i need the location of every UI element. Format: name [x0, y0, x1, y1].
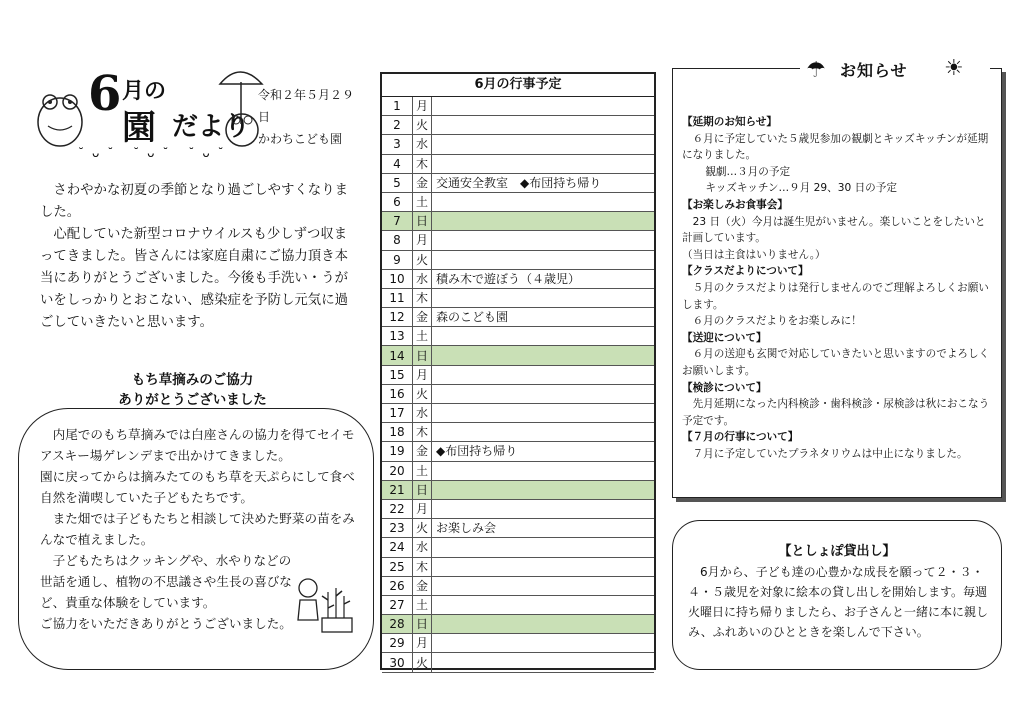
intro-text	[40, 180, 358, 334]
schedule-weekday: 金	[413, 173, 432, 192]
notice-text: ７月に予定していたプラネタリウムは中止になりました。	[692, 447, 968, 460]
schedule-event	[432, 615, 655, 634]
schedule-row	[382, 288, 654, 307]
schedule-event	[432, 192, 655, 211]
sun-icon: ☀	[944, 56, 964, 81]
schedule-event	[432, 576, 655, 595]
schedule-event	[432, 595, 655, 614]
issue-date: 令和２年５月２９日	[258, 88, 355, 124]
schedule-event: お楽しみ会	[432, 519, 655, 538]
schedule-row	[382, 212, 654, 231]
schedule-event	[432, 346, 655, 365]
schedule-weekday: 金	[413, 576, 432, 595]
title-month: 月の	[122, 78, 167, 104]
mochi-paragraph: 子どもたちはクッキングや、水やりなどの世話を通し、植物の不思議さや生長の喜びなど、貴重な体験をしています。	[40, 553, 292, 610]
newsletter-header	[20, 56, 365, 166]
schedule-day: 1	[382, 97, 413, 116]
schedule-row	[382, 423, 654, 442]
schedule-weekday: 水	[413, 404, 432, 423]
schedule-event	[432, 135, 655, 154]
schedule-event	[432, 538, 655, 557]
schedule-row	[382, 97, 654, 116]
decorative-drops: ˘ᴗ˘ ˘ᴗ˘ ˘ᴗ˘	[78, 146, 232, 160]
notice-text: （当日は主食はいりません。）	[682, 248, 826, 261]
notice-text: ５月のクラスだよりは発行しませんのでご理解よろしくお願いします。	[682, 281, 989, 311]
intro-paragraph: 心配していた新型コロナウイルスも少しずつ収まってきました。皆さんには家庭自粛にご協力頂き本当にありがとうございました。今後も手洗い・うがいをしっかりとおこない、感染症を予防し元気に過ごしていきたいと思います。	[40, 227, 348, 330]
schedule-event	[432, 499, 655, 518]
schedule-weekday: 木	[413, 288, 432, 307]
schedule-row	[382, 557, 654, 576]
schedule-weekday: 日	[413, 212, 432, 231]
schedule-row	[382, 653, 654, 672]
schedule-day: 26	[382, 576, 413, 595]
schedule-day: 27	[382, 595, 413, 614]
schedule-weekday: 火	[413, 250, 432, 269]
schedule-day: 17	[382, 404, 413, 423]
schedule-row	[382, 404, 654, 423]
schedule-weekday: 土	[413, 327, 432, 346]
schedule-event	[432, 404, 655, 423]
schedule-event: 交通安全教室 ◆布団持ち帰り	[432, 173, 655, 192]
schedule-event	[432, 327, 655, 346]
schedule-weekday: 水	[413, 269, 432, 288]
notice-section-heading: 【送迎について】	[682, 331, 767, 344]
book-lending-paragraph: 6月から、子ども達の心豊かな成長を願って２・３・４・５歳児を対象に絵本の貸し出しを開始します。毎週火曜日に持ち帰りましたら、お子さんと一緒に本に親しみ、ふれあいのひとときを楽しんで下さい。	[688, 565, 989, 639]
schedule-event	[432, 231, 655, 250]
frog-icon	[30, 74, 90, 154]
schedule-event	[432, 653, 655, 672]
schedule-day: 6	[382, 192, 413, 211]
notice-text: ６月の送迎も玄関で対応していきたいと思いますのでよろしくお願いします。	[682, 348, 990, 377]
schedule-event: 積み木で遊ぼう（４歳児）	[432, 269, 655, 288]
schedule-row	[382, 499, 654, 518]
schedule-event	[432, 212, 655, 231]
schedule-event	[432, 480, 655, 499]
schedule-weekday: 木	[413, 557, 432, 576]
schedule-day: 22	[382, 499, 413, 518]
title-en: 園	[122, 108, 156, 148]
schedule-weekday: 月	[413, 499, 432, 518]
schedule-weekday: 木	[413, 423, 432, 442]
schedule-day: 14	[382, 346, 413, 365]
schedule-weekday: 月	[413, 365, 432, 384]
schedule-row	[382, 192, 654, 211]
schedule-row	[382, 173, 654, 192]
schedule-day: 19	[382, 442, 413, 461]
schedule-weekday: 土	[413, 595, 432, 614]
notice-heading	[800, 56, 990, 86]
schedule-day: 11	[382, 288, 413, 307]
school-name: かわちこども園	[258, 132, 343, 146]
schedule-row	[382, 135, 654, 154]
newsletter-title-art	[60, 64, 260, 160]
schedule-day: 29	[382, 634, 413, 653]
schedule-event	[432, 250, 655, 269]
schedule-event	[432, 557, 655, 576]
schedule-event	[432, 154, 655, 173]
schedule-row	[382, 269, 654, 288]
schedule-weekday: 月	[413, 634, 432, 653]
notice-text: 先月延期になった内科検診・歯科検診・尿検診は秋におこなう予定です。	[682, 398, 990, 427]
schedule-event	[432, 461, 655, 480]
mochi-title	[20, 370, 365, 410]
notice-section-heading: 【お楽しみお食事会】	[682, 198, 788, 211]
intro-paragraph: さわやかな初夏の季節となり過ごしやすくなりました。	[40, 183, 348, 220]
schedule-grid	[382, 97, 654, 673]
schedule-day: 15	[382, 365, 413, 384]
schedule-day: 5	[382, 173, 413, 192]
schedule-day: 10	[382, 269, 413, 288]
schedule-row	[382, 365, 654, 384]
schedule-weekday: 火	[413, 384, 432, 403]
schedule-day: 18	[382, 423, 413, 442]
notice-section-heading: 【延期のお知らせ】	[682, 116, 778, 128]
schedule-row	[382, 154, 654, 173]
schedule-day: 3	[382, 135, 413, 154]
schedule-day: 13	[382, 327, 413, 346]
schedule-row	[382, 116, 654, 135]
schedule-day: 8	[382, 231, 413, 250]
schedule-row	[382, 327, 654, 346]
schedule-day: 4	[382, 154, 413, 173]
notice-text: 観劇…３月の予定	[705, 165, 791, 178]
schedule-title: 6月の行事予定	[382, 74, 654, 97]
schedule-row	[382, 576, 654, 595]
schedule-day: 28	[382, 615, 413, 634]
schedule-day: 2	[382, 116, 413, 135]
notice-content	[682, 114, 994, 462]
schedule-event	[432, 423, 655, 442]
umbrella-icon: ☂	[806, 58, 826, 83]
schedule-weekday: 金	[413, 308, 432, 327]
schedule-row	[382, 384, 654, 403]
schedule-day: 9	[382, 250, 413, 269]
schedule-event: 森のこども園	[432, 308, 655, 327]
notice-section-heading: 【７月の行事について】	[682, 431, 799, 444]
schedule-weekday: 水	[413, 135, 432, 154]
schedule-row	[382, 346, 654, 365]
schedule-row	[382, 308, 654, 327]
schedule-day: 25	[382, 557, 413, 576]
notice-text: ６月のクラスだよりをお楽しみに！	[692, 315, 862, 328]
schedule-event	[432, 288, 655, 307]
schedule-weekday: 水	[413, 538, 432, 557]
schedule-row	[382, 480, 654, 499]
schedule-day: 24	[382, 538, 413, 557]
schedule-weekday: 土	[413, 461, 432, 480]
schedule-weekday: 月	[413, 97, 432, 116]
schedule-row	[382, 615, 654, 634]
child-planting-icon	[288, 570, 358, 640]
notice-text: キッズキッチン…９月 29、30 日の予定	[705, 182, 897, 195]
notice-section-heading: 【検診について】	[682, 381, 767, 394]
mochi-paragraph: ご協力をいただきありがとうございました。	[40, 616, 292, 631]
schedule-row	[382, 538, 654, 557]
schedule-day: 21	[382, 480, 413, 499]
schedule-event	[432, 384, 655, 403]
mochi-paragraph: 内尾でのもち草摘みでは白座さんの協力を得てセイモアスキー場ゲレンデまで出かけてきました。	[40, 427, 355, 463]
schedule-row	[382, 231, 654, 250]
schedule-day: 20	[382, 461, 413, 480]
schedule-row	[382, 461, 654, 480]
notice-heading-label: お知らせ	[840, 61, 908, 80]
schedule-weekday: 火	[413, 653, 432, 672]
schedule-weekday: 日	[413, 346, 432, 365]
title-dayori: だより	[172, 112, 251, 142]
title-number: 6	[88, 66, 122, 122]
schedule-row	[382, 250, 654, 269]
schedule-event	[432, 634, 655, 653]
mochi-title-line: ありがとうございました	[118, 392, 267, 408]
notice-section-heading: 【クラスだよりについて】	[682, 265, 809, 278]
schedule-weekday: 日	[413, 615, 432, 634]
schedule-weekday: 火	[413, 519, 432, 538]
schedule-event	[432, 97, 655, 116]
schedule-event: ◆布団持ち帰り	[432, 442, 655, 461]
schedule-weekday: 日	[413, 480, 432, 499]
schedule-day: 30	[382, 653, 413, 672]
schedule-weekday: 金	[413, 442, 432, 461]
notice-text: ６月に予定していた５歳児参加の観劇とキッズキッチンが延期になりました。	[682, 132, 989, 162]
mochi-paragraph: 園に戻ってからは摘みたてのもち草を天ぷらにして食べ自然を満喫していた子どもたちです。	[40, 469, 355, 505]
schedule-row	[382, 442, 654, 461]
schedule-day: 16	[382, 384, 413, 403]
schedule-event	[432, 365, 655, 384]
schedule-day: 23	[382, 519, 413, 538]
schedule-weekday: 月	[413, 231, 432, 250]
mochi-paragraph: また畑では子どもたちと相談して決めた野菜の苗をみんなで植えました。	[40, 511, 355, 547]
mochi-title-line: もち草摘みのご協力	[131, 372, 254, 388]
schedule-event	[432, 116, 655, 135]
book-lending-text	[688, 562, 988, 642]
schedule-weekday: 土	[413, 192, 432, 211]
issue-info	[258, 84, 365, 150]
schedule-weekday: 木	[413, 154, 432, 173]
schedule-day: 12	[382, 308, 413, 327]
book-lending-title: 【としょぽ貸出し】	[778, 544, 896, 559]
schedule-row	[382, 595, 654, 614]
schedule-row	[382, 634, 654, 653]
schedule-table	[380, 72, 656, 670]
schedule-row	[382, 519, 654, 538]
schedule-weekday: 火	[413, 116, 432, 135]
schedule-day: 7	[382, 212, 413, 231]
notice-text: 23 日（火）今月は誕生児がいません。楽しいことをしたいと計画しています。	[682, 215, 986, 245]
